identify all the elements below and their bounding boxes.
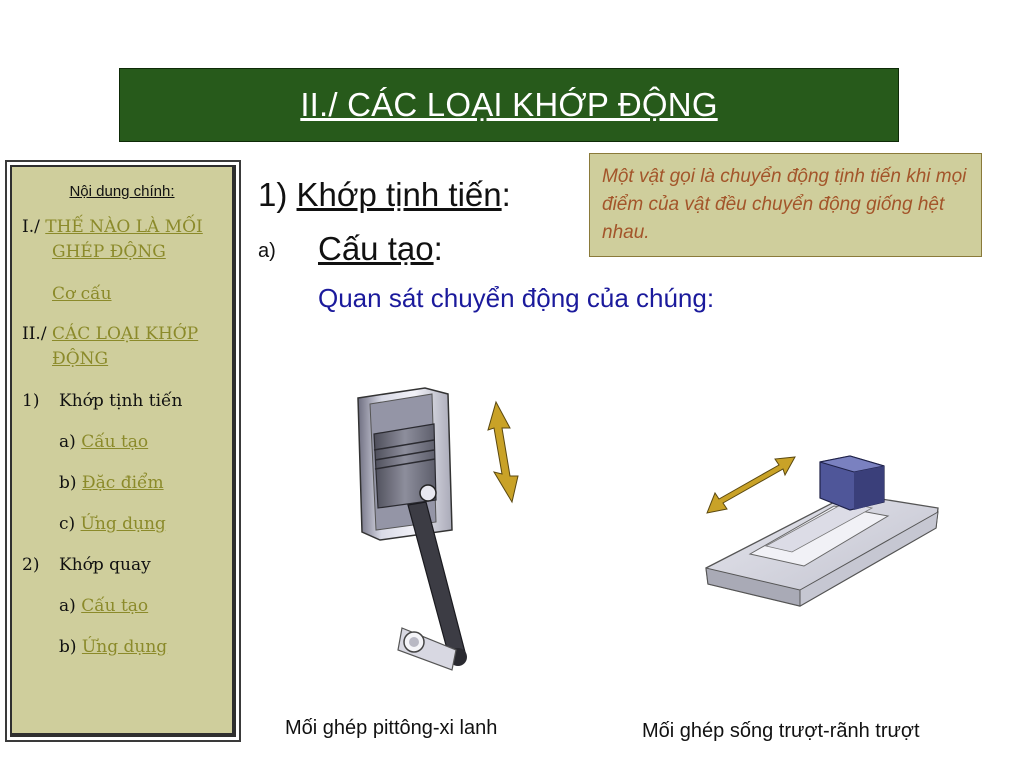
subsection-title: Cấu tạo (318, 230, 434, 267)
sidebar-item-4-number: 2) (22, 555, 40, 575)
link-the-nao-la-moi-ghep-dong-cont[interactable]: GHÉP ĐỘNG (52, 242, 166, 262)
sidebar-frame (5, 160, 241, 742)
sidebar-item-3 (22, 389, 226, 414)
piston-caption: Mối ghép pittông-xi lanh (285, 717, 498, 739)
sidebar-item-1-prefix: I./ (22, 217, 40, 237)
sidebar-item-3-text: Khớp tịnh tiến (59, 391, 183, 411)
link-cac-loai-khop-dong[interactable]: CÁC LOẠI KHỚP (51, 324, 199, 344)
section-heading (258, 176, 511, 214)
sidebar-item-4-text: Khớp quay (59, 555, 151, 575)
sidebar-item-4a-prefix: a) (59, 596, 76, 616)
sidebar-item-4b-prefix: b) (59, 637, 77, 657)
sidebar-item-4 (22, 553, 226, 578)
section-colon: : (501, 176, 511, 213)
slider-caption: Mối ghép sống trượt-rãnh trượt (642, 720, 920, 742)
link-the-nao-la-moi-ghep-dong[interactable]: THẾ NÀO LÀ MỐI (45, 217, 203, 237)
link-cau-tao[interactable]: Cấu tạo (81, 432, 149, 452)
sidebar-item-3c-prefix: c) (59, 514, 76, 534)
link-co-cau[interactable]: Cơ cấu (52, 284, 112, 304)
sidebar-item-3b-prefix: b) (59, 473, 77, 493)
sidebar-item-3a-prefix: a) (59, 432, 76, 452)
observe-instruction: Quan sát chuyển động của chúng: (318, 283, 715, 313)
sidebar-item-3-number: 1) (22, 391, 40, 411)
sidebar-heading: Nội dung chính: (69, 183, 175, 200)
link-dac-diem[interactable]: Đặc điểm (81, 473, 164, 493)
double-arrow-icon (705, 455, 797, 517)
link-ung-dung[interactable]: Ứng dụng (80, 514, 166, 534)
definition-note: Một vật gọi là chuyển động tịnh tiến khi mọi điểm của vật đều chuyển động giống hệt nhau. (589, 153, 982, 257)
sidebar-item-2 (22, 322, 226, 347)
sidebar-content-nav (10, 165, 236, 737)
sidebar-item-1 (22, 215, 226, 240)
link-khop-quay-ung-dung[interactable]: Ứng dụng (81, 637, 168, 657)
double-arrow-icon (488, 398, 524, 506)
title-bar (119, 68, 899, 142)
section-number: 1) (258, 176, 288, 213)
link-khop-quay-cau-tao[interactable]: Cấu tạo (81, 596, 149, 616)
subsection-colon: : (433, 230, 443, 267)
subsection-label: a) (258, 240, 276, 262)
subsection-heading (318, 230, 443, 268)
slide-title: II./ CÁC LOẠI KHỚP ĐỘNG (300, 86, 718, 123)
section-title: Khớp tịnh tiến (296, 176, 502, 213)
link-cac-loai-khop-dong-cont[interactable]: ĐỘNG (52, 349, 109, 369)
sidebar-item-2-prefix: II./ (22, 324, 47, 344)
